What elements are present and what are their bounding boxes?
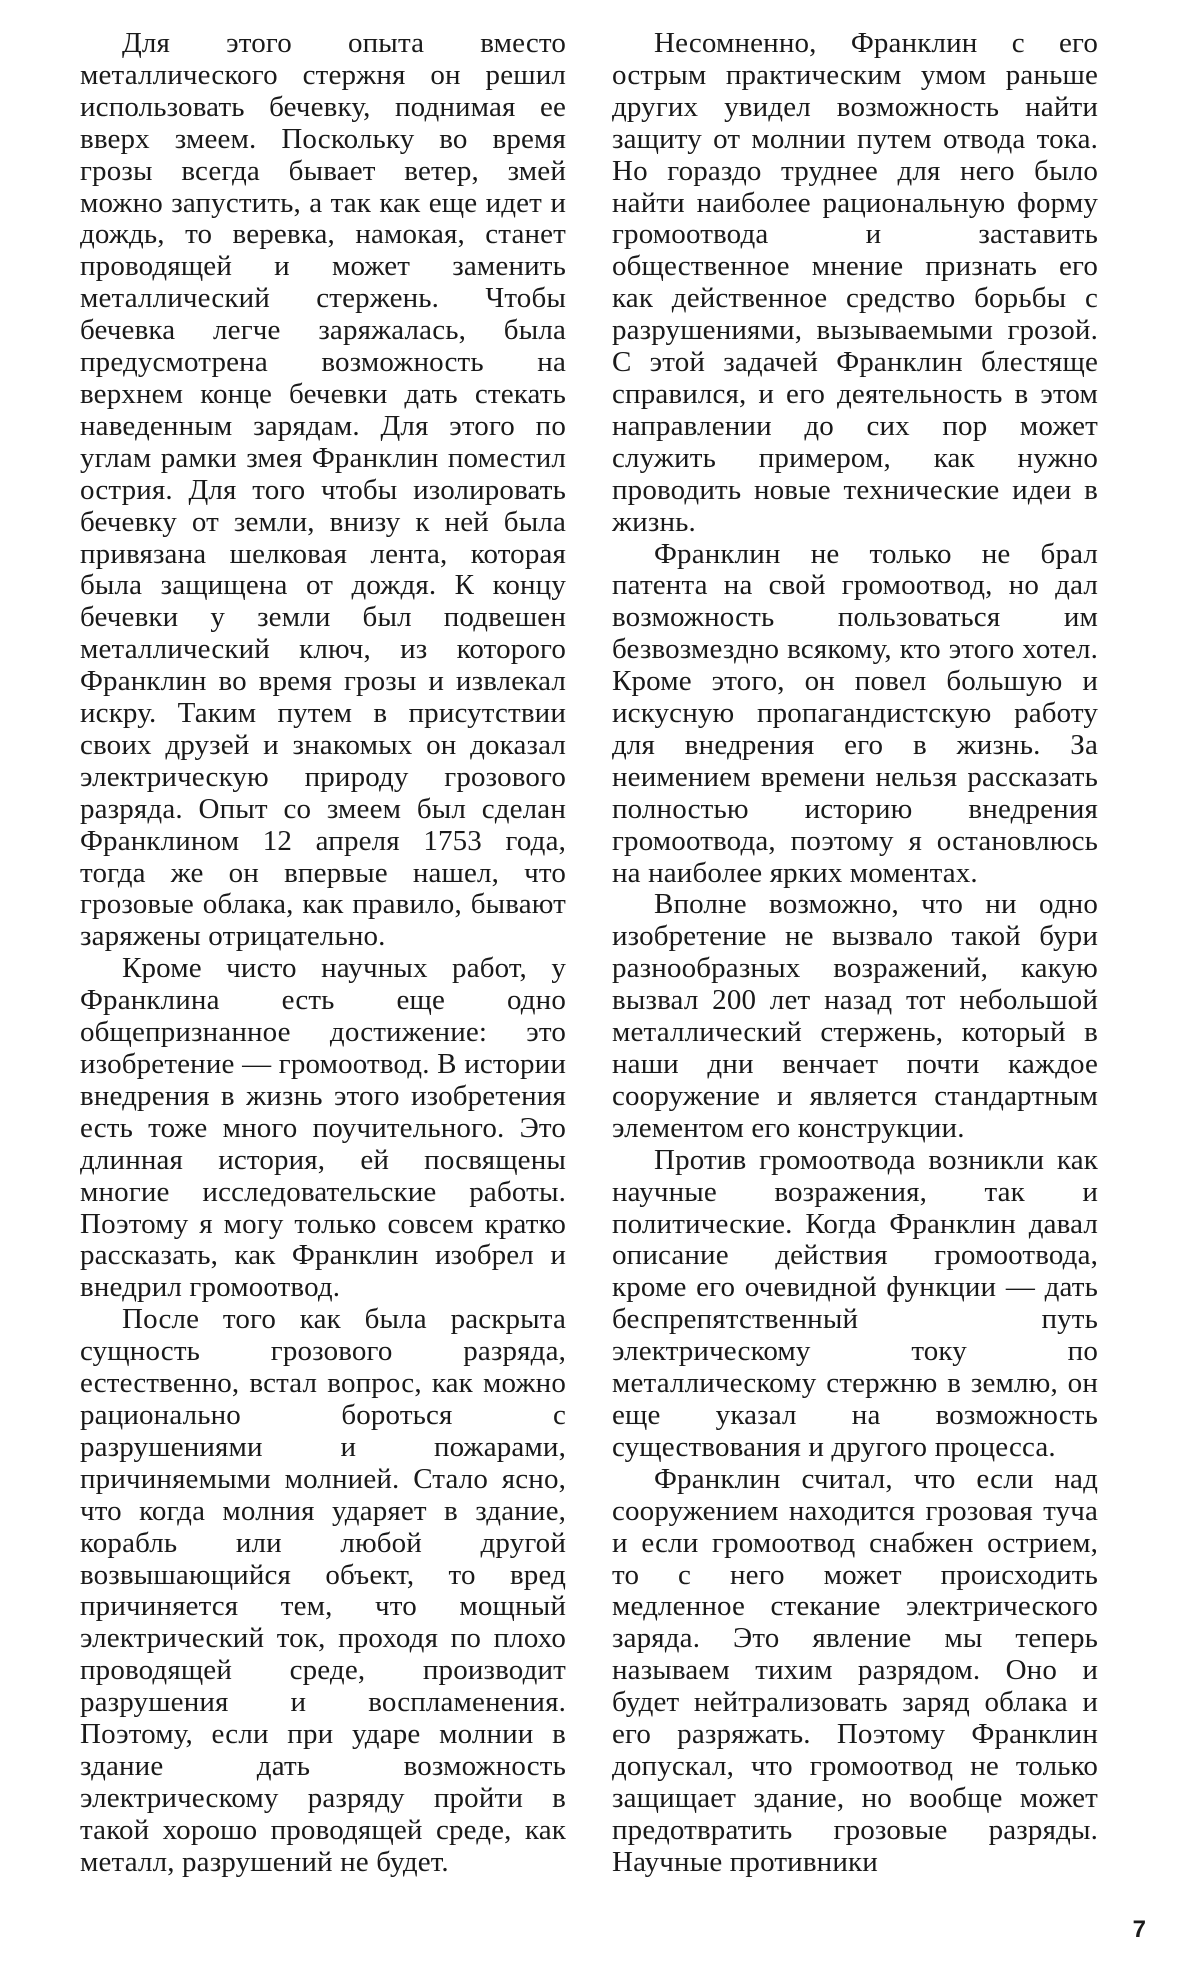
paragraph: Франклин считал, что если над сооружением находится грозовая туча и если громоотвод снабжен острием, то с него может происходить медленное стекание электрического заряда. Это явление мы теперь называем тихим разрядом. Оно и будет нейтрализовать заряд облака и его разряжать. Поэтому Франклин допускал, что громоотвод не только защищает здание, но вообще может предотвратить грозовые разряды. Научные противники <box>612 1462 1098 1878</box>
paragraph: Несомненно, Франклин с его острым практическим умом раньше других увидел возможность найти защиту от молнии путем отвода тока. Но гораздо труднее для него было найти наиболее рациональную форму громоотвода и заставить общественное мнение признать его как действенное средство борьбы с разрушениями, вызываемыми грозой. С этой задачей Франклин блестяще справился, и его деятельность в этом направлении до сих пор может служить примером, как нужно проводить новые технические идеи в жизнь. <box>612 27 1098 538</box>
paragraph: Кроме чисто научных работ, у Франклина есть еще одно общепризнанное достижение: это изобретение — громоотвод. В истории внедрения в жизнь этого изобретения есть тоже много поучительного. Это длинная история, ей посвящены многие исследовательские работы. Поэтому я могу только совсем кратко рассказать, как Франклин изобрел и внедрил громоотвод. <box>80 952 566 1304</box>
left-column <box>80 28 566 1879</box>
page-number: 7 <box>1132 1916 1146 1943</box>
paragraph: После того как была раскрыта сущность грозового разряда, естественно, встал вопрос, как можно рационально бороться с разрушениями и пожарами, причиняемыми молнией. Стало ясно, что когда молния ударяет в здание, корабль или любой другой возвышающийся объект, то вред причиняется тем, что мощный электрический ток, проходя по плохо проводящей среде, производит разрушения и воспламенения. Поэтому, если при ударе молнии в здание дать возможность электрическому разряду пройти в такой хорошо проводящей среде, как металл, разрушений не будет. <box>80 1303 566 1878</box>
right-column <box>612 28 1098 1879</box>
paragraph: Вполне возможно, что ни одно изобретение не вызвало такой бури разнообразных возражений, какую вызвал 200 лет назад тот небольшой металлический стержень, который в наши дни венчает почти каждое сооружение и является стандартным элементом его конструкции. <box>612 888 1098 1144</box>
paragraph: Для этого опыта вместо металлического стержня он решил использовать бечевку, поднимая ее вверх змеем. Поскольку во время грозы всегда бывает ветер, змей можно запустить, а так как еще идет и дождь, то веревка, намокая, станет проводящей и может заменить металлический стержень. Чтобы бечевка легче заряжалась, была предусмотрена возможность на верхнем конце бечевки дать стекать наведенным зарядам. Для этого по углам рамки змея Франклин поместил острия. Для того чтобы изолировать бечевку от земли, внизу к ней была привязана шелковая лента, которая была защищена от дождя. К концу бечевки у земли был подвешен металлический ключ, из которого Франклин во время грозы и извлекал искру. Таким путем в присутствии своих друзей и знакомых он доказал электрическую природу грозового разряда. Опыт со змеем был сделан Франклином 12 апреля 1753 года, тогда же он впервые нашел, что грозовые облака, как правило, бывают заряжены отрицательно. <box>80 27 566 953</box>
paragraph: Франклин не только не брал патента на свой громоотвод, но дал возможность пользоваться им безвозмездно всякому, кто этого хотел. Кроме этого, он повел большую и искусную пропагандистскую работу для внедрения его в жизнь. За неимением времени нельзя рассказать полностью историю внедрения громоотвода, поэтому я остановлюсь на наиболее ярких моментах. <box>612 537 1098 889</box>
paragraph: Против громоотвода возникли как научные возражения, так и политические. Когда Франклин давал описание действия громоотвода, кроме его очевидной функции — дать беспрепятственный путь электрическому току по металлическому стержню в землю, он еще указал на возможность существования и другого процесса. <box>612 1143 1098 1463</box>
